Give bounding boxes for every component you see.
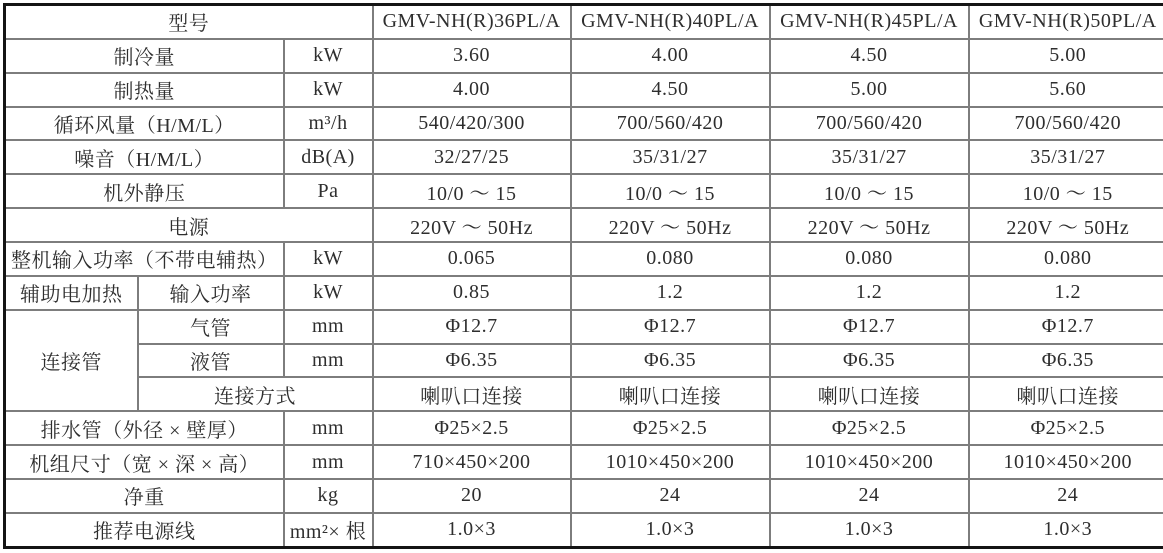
- unit-cell: kW: [284, 39, 373, 73]
- row-heating-capacity: [5, 73, 1163, 107]
- row-recommended-power-cord: [5, 513, 1163, 548]
- value-cell: 700/560/420: [571, 107, 770, 141]
- value-cell: Φ25×2.5: [969, 411, 1163, 445]
- value-cell: 24: [571, 479, 770, 513]
- value-cell: 4.50: [770, 39, 969, 73]
- row-aux-heater-power: [5, 276, 1163, 310]
- value-cell: 1.2: [969, 276, 1163, 310]
- value-cell: 4.00: [373, 73, 571, 107]
- value-cell: Φ6.35: [571, 344, 770, 378]
- value-cell: 10/0 ～ 15: [571, 174, 770, 208]
- value-cell: 710×450×200: [373, 445, 571, 479]
- value-cell: 35/31/27: [969, 140, 1163, 174]
- value-cell: 0.080: [571, 242, 770, 276]
- value-cell: 3.60: [373, 39, 571, 73]
- value-cell: 4.50: [571, 73, 770, 107]
- row-label: 循环风量（H/M/L）: [5, 107, 284, 141]
- unit-cell: mm²× 根: [284, 513, 373, 548]
- unit-cell: mm: [284, 310, 373, 344]
- value-cell: Φ25×2.5: [373, 411, 571, 445]
- row-gas-pipe: [5, 310, 1163, 344]
- row-label: 制冷量: [5, 39, 284, 73]
- value-cell: 35/31/27: [770, 140, 969, 174]
- row-unit-input-power: [5, 242, 1163, 276]
- model-name-cell: GMV-NH(R)50PL/A: [969, 5, 1163, 39]
- row-label: 电源: [5, 208, 373, 242]
- row-label: 制热量: [5, 73, 284, 107]
- value-cell: Φ12.7: [770, 310, 969, 344]
- value-cell: 1010×450×200: [571, 445, 770, 479]
- value-cell: 10/0 ～ 15: [969, 174, 1163, 208]
- value-cell: 1.2: [571, 276, 770, 310]
- value-cell: 220V ～ 50Hz: [571, 208, 770, 242]
- row-static-pressure: [5, 174, 1163, 208]
- value-cell: 喇叭口连接: [373, 377, 571, 411]
- value-cell: 1.0×3: [373, 513, 571, 548]
- row-label: 噪音（H/M/L）: [5, 140, 284, 174]
- model-name-cell: GMV-NH(R)45PL/A: [770, 5, 969, 39]
- unit-cell: kW: [284, 242, 373, 276]
- row-label: 排水管（外径 × 壁厚）: [5, 411, 284, 445]
- row-label: 机外静压: [5, 174, 284, 208]
- model-name-cell: GMV-NH(R)40PL/A: [571, 5, 770, 39]
- value-cell: Φ25×2.5: [571, 411, 770, 445]
- value-cell: 10/0 ～ 15: [373, 174, 571, 208]
- value-cell: 220V ～ 50Hz: [969, 208, 1163, 242]
- value-cell: 35/31/27: [571, 140, 770, 174]
- value-cell: 4.00: [571, 39, 770, 73]
- row-label: 机组尺寸（宽 × 深 × 高）: [5, 445, 284, 479]
- row-liquid-pipe: [5, 344, 1163, 378]
- value-cell: 1.0×3: [571, 513, 770, 548]
- value-cell: 5.60: [969, 73, 1163, 107]
- unit-cell: kg: [284, 479, 373, 513]
- unit-cell: Pa: [284, 174, 373, 208]
- row-cooling-capacity: [5, 39, 1163, 73]
- unit-cell: mm: [284, 344, 373, 378]
- unit-cell: m³/h: [284, 107, 373, 141]
- row-label-model: 型号: [5, 5, 373, 39]
- row-unit-dimensions: [5, 445, 1163, 479]
- value-cell: 0.065: [373, 242, 571, 276]
- value-cell: Φ6.35: [969, 344, 1163, 378]
- value-cell: 喇叭口连接: [571, 377, 770, 411]
- value-cell: Φ6.35: [770, 344, 969, 378]
- unit-cell: kW: [284, 276, 373, 310]
- value-cell: 喇叭口连接: [969, 377, 1163, 411]
- value-cell: 220V ～ 50Hz: [373, 208, 571, 242]
- row-power-supply: [5, 208, 1163, 242]
- value-cell: 1.0×3: [969, 513, 1163, 548]
- group-label-connecting-pipe: 连接管: [5, 310, 138, 412]
- unit-cell: dB(A): [284, 140, 373, 174]
- value-cell: Φ25×2.5: [770, 411, 969, 445]
- spec-table: [3, 3, 1163, 549]
- value-cell: 220V ～ 50Hz: [770, 208, 969, 242]
- value-cell: 5.00: [969, 39, 1163, 73]
- value-cell: Φ6.35: [373, 344, 571, 378]
- row-label: 净重: [5, 479, 284, 513]
- value-cell: Φ12.7: [969, 310, 1163, 344]
- value-cell: 700/560/420: [770, 107, 969, 141]
- row-model: [5, 5, 1163, 39]
- row-net-weight: [5, 479, 1163, 513]
- value-cell: 32/27/25: [373, 140, 571, 174]
- unit-cell: kW: [284, 73, 373, 107]
- value-cell: Φ12.7: [571, 310, 770, 344]
- row-label: 气管: [138, 310, 284, 344]
- unit-cell: mm: [284, 411, 373, 445]
- row-label: 输入功率: [138, 276, 284, 310]
- value-cell: 喇叭口连接: [770, 377, 969, 411]
- value-cell: 1.0×3: [770, 513, 969, 548]
- value-cell: 1010×450×200: [969, 445, 1163, 479]
- value-cell: 24: [770, 479, 969, 513]
- row-label: 推荐电源线: [5, 513, 284, 548]
- value-cell: 5.00: [770, 73, 969, 107]
- row-connection-method: [5, 377, 1163, 411]
- group-label-aux-heater: 辅助电加热: [5, 276, 138, 310]
- row-label: 整机输入功率（不带电辅热）: [5, 242, 284, 276]
- value-cell: 0.080: [969, 242, 1163, 276]
- row-air-circulation: [5, 107, 1163, 141]
- value-cell: Φ12.7: [373, 310, 571, 344]
- row-noise: [5, 140, 1163, 174]
- value-cell: 1010×450×200: [770, 445, 969, 479]
- value-cell: 1.2: [770, 276, 969, 310]
- row-drain-pipe: [5, 411, 1163, 445]
- value-cell: 0.080: [770, 242, 969, 276]
- value-cell: 540/420/300: [373, 107, 571, 141]
- value-cell: 24: [969, 479, 1163, 513]
- value-cell: 700/560/420: [969, 107, 1163, 141]
- value-cell: 0.85: [373, 276, 571, 310]
- model-name-cell: GMV-NH(R)36PL/A: [373, 5, 571, 39]
- row-label: 连接方式: [138, 377, 373, 411]
- unit-cell: mm: [284, 445, 373, 479]
- value-cell: 20: [373, 479, 571, 513]
- value-cell: 10/0 ～ 15: [770, 174, 969, 208]
- row-label: 液管: [138, 344, 284, 378]
